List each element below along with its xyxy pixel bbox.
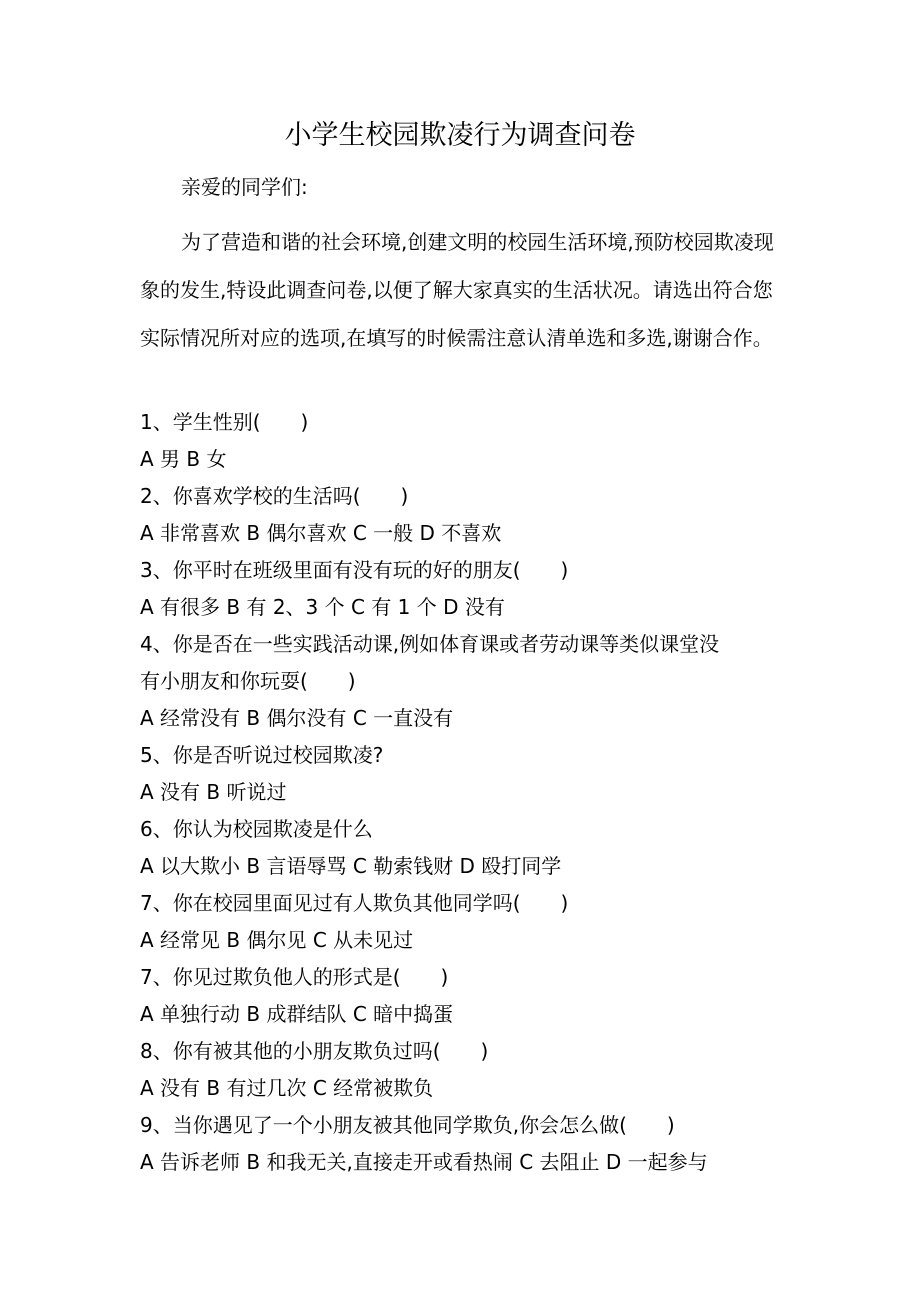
question-4-line-1: 4、你是否在一些实践活动课,例如体育课或者劳动课等类似课堂没 bbox=[140, 632, 720, 656]
greeting: 亲爱的同学们: bbox=[181, 175, 308, 199]
question-7b: 7、你见过欺负他人的形式是( ) bbox=[140, 965, 449, 989]
question-list bbox=[140, 404, 780, 1181]
question-9: 9、当你遇见了一个小朋友被其他同学欺负,你会怎么做( ) bbox=[140, 1113, 675, 1137]
options-7b: A 单独行动 B 成群结队 C 暗中捣蛋 bbox=[140, 1002, 454, 1026]
options-2: A 非常喜欢 B 偶尔喜欢 C 一般 D 不喜欢 bbox=[140, 521, 502, 545]
question-4-line-2: 有小朋友和你玩耍( ) bbox=[140, 669, 356, 693]
question-3: 3、你平时在班级里面有没有玩的好的朋友( ) bbox=[140, 558, 569, 582]
options-4: A 经常没有 B 偶尔没有 C 一直没有 bbox=[140, 706, 454, 730]
question-6: 6、你认为校园欺凌是什么 bbox=[140, 817, 373, 841]
question-2: 2、你喜欢学校的生活吗( ) bbox=[140, 484, 409, 508]
options-6: A 以大欺小 B 言语辱骂 C 勒索钱财 D 殴打同学 bbox=[140, 854, 562, 878]
options-1: A 男 B 女 bbox=[140, 447, 227, 471]
question-1: 1、学生性别( ) bbox=[140, 410, 309, 434]
options-3: A 有很多 B 有 2、3 个 C 有 1 个 D 没有 bbox=[140, 595, 505, 619]
options-7a: A 经常见 B 偶尔见 C 从未见过 bbox=[140, 928, 414, 952]
intro-paragraph: 为了营造和谐的社会环境,创建文明的校园生活环境,预防校园欺凌现象的发生,特设此调查问卷,以便了解大家真实的生活状况。请选出符合您实际情况所对应的选项,在填写的时候需注意认清单选和多选,谢谢合作。 bbox=[140, 230, 774, 350]
question-7a: 7、你在校园里面见过有人欺负其他同学吗( ) bbox=[140, 891, 569, 915]
options-5: A 没有 B 听说过 bbox=[140, 780, 287, 804]
question-8: 8、你有被其他的小朋友欺负过吗( ) bbox=[140, 1039, 489, 1063]
question-5: 5、你是否听说过校园欺凌? bbox=[140, 743, 384, 767]
options-8: A 没有 B 有过几次 C 经常被欺负 bbox=[140, 1076, 434, 1100]
options-9: A 告诉老师 B 和我无关,直接走开或看热闹 C 去阻止 D 一起参与 bbox=[140, 1150, 708, 1174]
document-title: 小学生校园欺凌行为调查问卷 bbox=[284, 120, 636, 151]
